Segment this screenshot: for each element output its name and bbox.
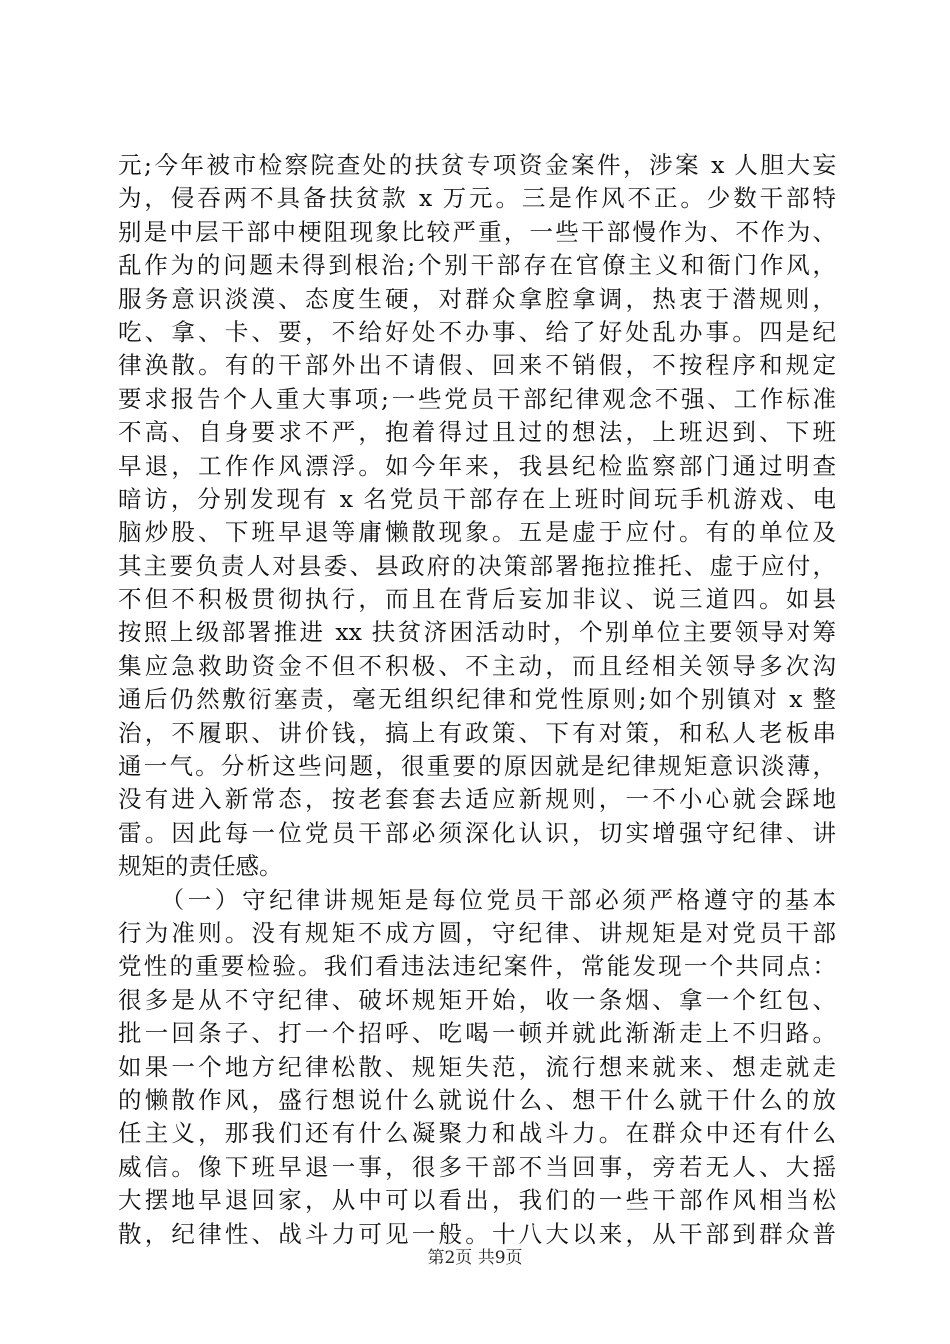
page-footer: 第2页 共9页 (427, 1248, 523, 1268)
text-line: 脑炒股、下班早退等庸懒散现象。五是虚于应付。有的单位及 (118, 518, 836, 547)
body-text (118, 149, 836, 1251)
text-line: 没有进入新常态，按老套套去适应新规则，一不小心就会踩地 (118, 785, 836, 814)
text-line: 散，纪律性、战斗力可见一般。十八大以来，从干部到群众普 (118, 1219, 836, 1248)
text-line: 威信。像下班早退一事，很多干部不当回事，旁若无人、大摇 (118, 1152, 836, 1181)
text-line: 通后仍然敷衍塞责，毫无组织纪律和党性原则;如个别镇对 x 整 (118, 685, 836, 714)
text-line: 为，侵吞两不具备扶贫款 x 万元。三是作风不正。少数干部特 (118, 184, 836, 213)
text-line: 服务意识淡漠、态度生硬，对群众拿腔拿调，热衷于潜规则， (118, 284, 836, 313)
text-line: 规矩的责任感。 (118, 852, 283, 881)
text-line: 元;今年被市检察院查处的扶贫专项资金案件，涉案 x 人胆大妄 (118, 151, 836, 179)
text-line: 大摆地早退回家，从中可以看出，我们的一些干部作风相当松 (118, 1186, 836, 1215)
text-line: 律涣散。有的干部外出不请假、回来不销假，不按程序和规定 (118, 351, 836, 380)
text-line: 乱作为的问题未得到根治;个别干部存在官僚主义和衙门作风， (118, 251, 836, 280)
text-line: 按照上级部署推进 xx 扶贫济困活动时，个别单位主要领导对筹 (118, 618, 836, 647)
text-line: 雷。因此每一位党员干部必须深化认识，切实增强守纪律、讲 (118, 818, 836, 847)
text-line: 治，不履职、讲价钱，搞上有政策、下有对策，和私人老板串 (118, 718, 836, 747)
text-line: 暗访，分别发现有 x 名党员干部存在上班时间玩手机游戏、电 (118, 484, 836, 513)
text-line: 要求报告个人重大事项;一些党员干部纪律观念不强、工作标准 (118, 384, 836, 413)
text-line: 别是中层干部中梗阻现象比较严重，一些干部慢作为、不作为、 (118, 217, 836, 246)
text-line: 如果一个地方纪律松散、规矩失范，流行想来就来、想走就走 (118, 1052, 836, 1081)
text-line: 很多是从不守纪律、破坏规矩开始，收一条烟、拿一个红包、 (118, 985, 836, 1014)
text-line: 不高、自身要求不严，抱着得过且过的想法，上班迟到、下班 (118, 418, 836, 447)
text-line: （一）守纪律讲规矩是每位党员干部必须严格遵守的基本 (118, 885, 836, 914)
text-line: 其主要负责人对县委、县政府的决策部署拖拉推托、虚于应付， (118, 551, 836, 580)
text-line: 早退，工作作风漂浮。如今年来，我县纪检监察部门通过明查 (118, 451, 836, 480)
text-line: 吃、拿、卡、要，不给好处不办事、给了好处乱办事。四是纪 (118, 317, 836, 346)
text-line: 集应急救助资金不但不积极、不主动，而且经相关领导多次沟 (118, 651, 836, 680)
text-line: 党性的重要检验。我们看违法违纪案件，常能发现一个共同点： (118, 952, 836, 981)
text-line: 批一回条子、打一个招呼、吃喝一顿并就此渐渐走上不归路。 (118, 1019, 836, 1048)
text-line: 的懒散作风，盛行想说什么就说什么、想干什么就干什么的放 (118, 1085, 836, 1114)
text-line: 通一气。分析这些问题，很重要的原因就是纪律规矩意识淡薄， (118, 752, 836, 781)
text-line: 任主义，那我们还有什么凝聚力和战斗力。在群众中还有什么 (118, 1119, 836, 1148)
text-line: 行为准则。没有规矩不成方圆，守纪律、讲规矩是对党员干部 (118, 918, 836, 947)
text-line: 不但不积极贯彻执行，而且在背后妄加非议、说三道四。如县 (118, 585, 836, 614)
